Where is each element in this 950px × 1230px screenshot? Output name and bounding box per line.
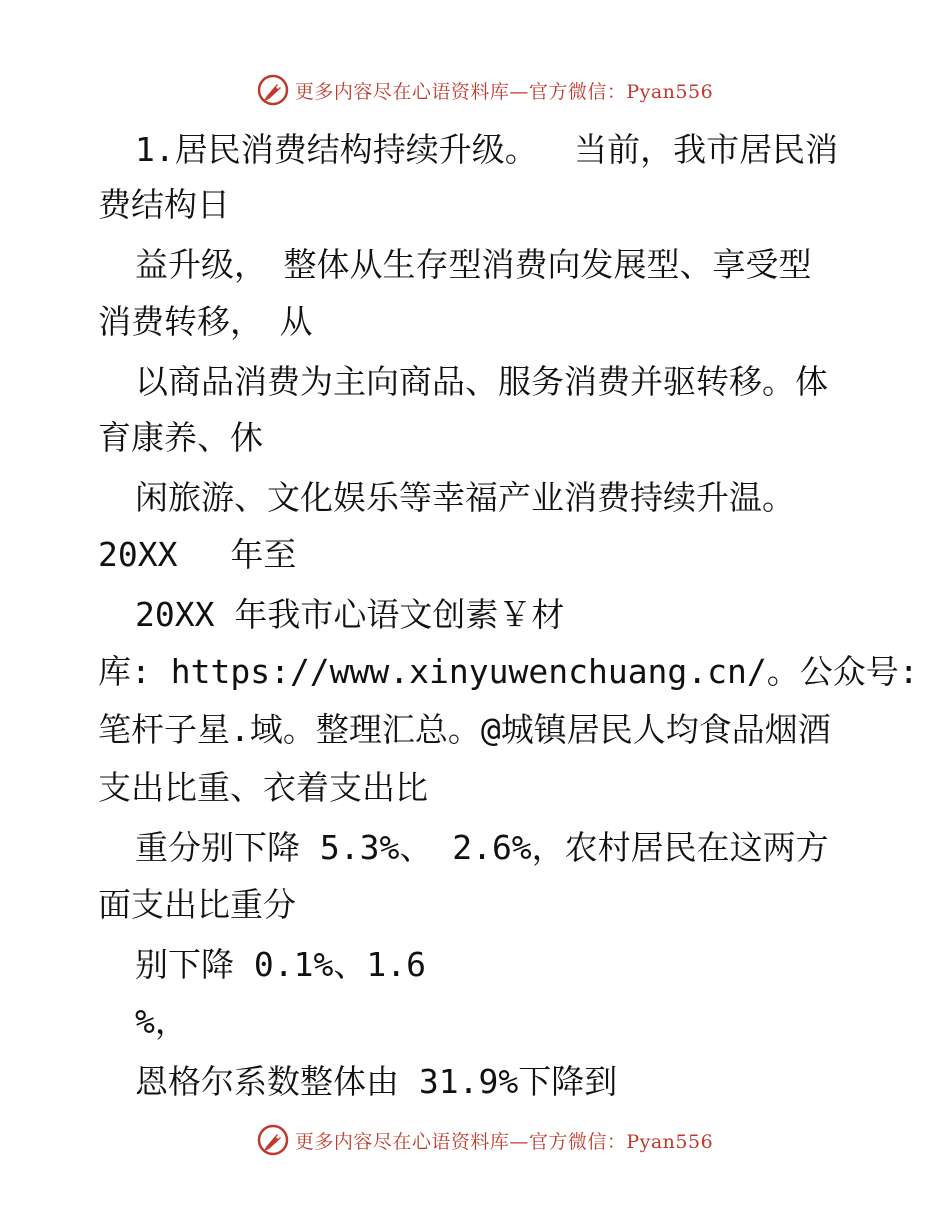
text-line: 闲旅游、文化娱乐等幸福产业消费持续升温。 (135, 478, 795, 517)
text-line: 库: https://www.xinyuwenchuang.cn/。公众号: (98, 652, 919, 691)
text-line: %， (135, 1002, 188, 1041)
text-line: 育康养、休 (98, 418, 263, 457)
text-line: 支出比重、衣着支出比 (98, 768, 428, 807)
text-line: 以商品消费为主向商品、服务消费并驱转移。体 (135, 362, 828, 401)
text-line: 重分别下降 5.3%、 2.6%，农村居民在这两方 (135, 828, 829, 867)
footer-banner-content (257, 1124, 713, 1156)
header-banner-text: 更多内容尽在心语资料库—官方微信：Pyan556 (294, 80, 714, 103)
header-banner (0, 70, 950, 110)
footer-banner (0, 1120, 950, 1160)
text-line: 别下降 0.1%、1.6 (135, 945, 426, 984)
text-line: 消费转移， 从 (98, 302, 313, 341)
text-line: 笔杆子星.域。整理汇总。@城镇居民人均食品烟酒 (98, 710, 831, 749)
text-line: 20XX 年至 (98, 535, 297, 574)
header-banner-content (257, 74, 713, 106)
footer-banner-text: 更多内容尽在心语资料库—官方微信：Pyan556 (294, 1130, 714, 1153)
text-line: 1.居民消费结构持续升级。 当前，我市居民消 (135, 130, 839, 169)
text-line: 20XX 年我市心语文创素￥材 (135, 595, 565, 634)
pen-nib-logo-icon (257, 1124, 289, 1156)
text-line: 益升级， 整体从生存型消费向发展型、享受型 (135, 245, 812, 284)
text-line: 面支出比重分 (98, 885, 296, 924)
text-line: 恩格尔系数整体由 31.9%下降到 (135, 1062, 618, 1101)
text-line: 费结构日 (98, 185, 230, 224)
pen-nib-logo-icon (257, 74, 289, 106)
